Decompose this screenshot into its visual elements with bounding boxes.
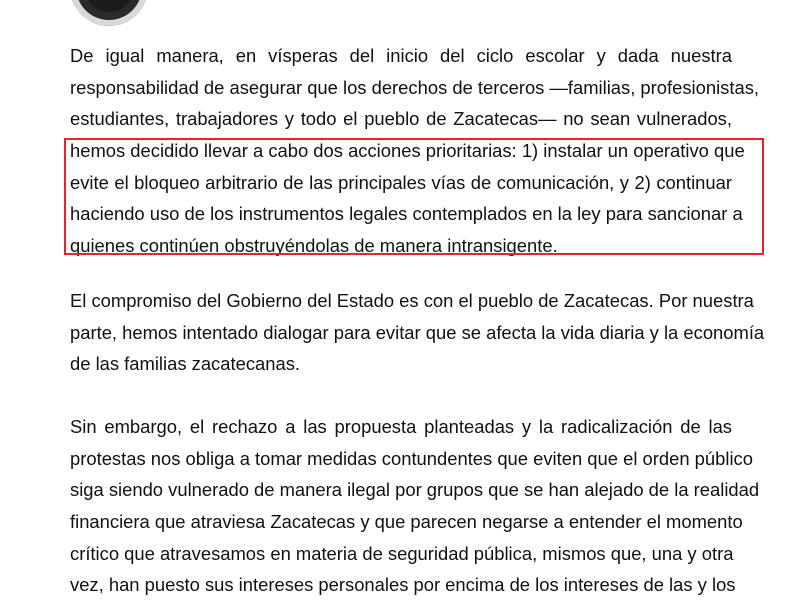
paragraph-1: [70, 40, 760, 262]
paragraph-line: de las familias zacatecanas.: [70, 353, 300, 375]
paragraph-line: crítico que atravesamos en materia de seguridad pública, mismos que, una y otra: [70, 542, 734, 564]
paragraph-line: hemos decidido llevar a cabo dos acciones prioritarias: 1) instalar un operativo que: [70, 140, 745, 162]
paragraph-line: El compromiso del Gobierno del Estado es con el pueblo de Zacatecas. Por nuestra: [70, 290, 754, 311]
paragraph-2: [70, 285, 765, 380]
paragraph-line: estudiantes, trabajadores y todo el pueblo de Zacatecas— no sean vulnerados,: [70, 108, 732, 130]
seal-logo: [70, 0, 148, 26]
paragraph-line: protestas nos obliga a tomar medidas contundentes que eviten que el orden público: [70, 447, 753, 469]
paragraph-line: Sin embargo, el rechazo a las propuesta planteadas y la radicalización de las: [70, 416, 732, 437]
paragraph-3: [70, 411, 760, 600]
seal-logo-inner: [84, 0, 134, 12]
paragraph-line: vez, han puesto sus intereses personales por encima de los intereses de las y los: [70, 574, 736, 596]
paragraph-line: parte, hemos intentado dialogar para evitar que se afecta la vida diaria y la economía: [70, 321, 765, 343]
paragraph-line: quienes continúen obstruyéndolas de manera intransigente.: [70, 235, 558, 257]
paragraph-line: De igual manera, en vísperas del inicio del ciclo escolar y dada nuestra: [70, 45, 732, 66]
paragraph-line: haciendo uso de los instrumentos legales contemplados en la ley para sancionar a: [70, 203, 743, 225]
paragraph-line: financiera que atraviesa Zacatecas y que parecen negarse a entender el momento: [70, 511, 743, 533]
paragraph-line: evite el bloqueo arbitrario de las principales vías de comunicación, y 2) continuar: [70, 171, 732, 193]
paragraph-line: siga siendo vulnerado de manera ilegal por grupos que se han alejado de la realidad: [70, 479, 760, 501]
paragraph-line: responsabilidad de asegurar que los derechos de terceros —familias, profesionistas,: [70, 76, 760, 98]
